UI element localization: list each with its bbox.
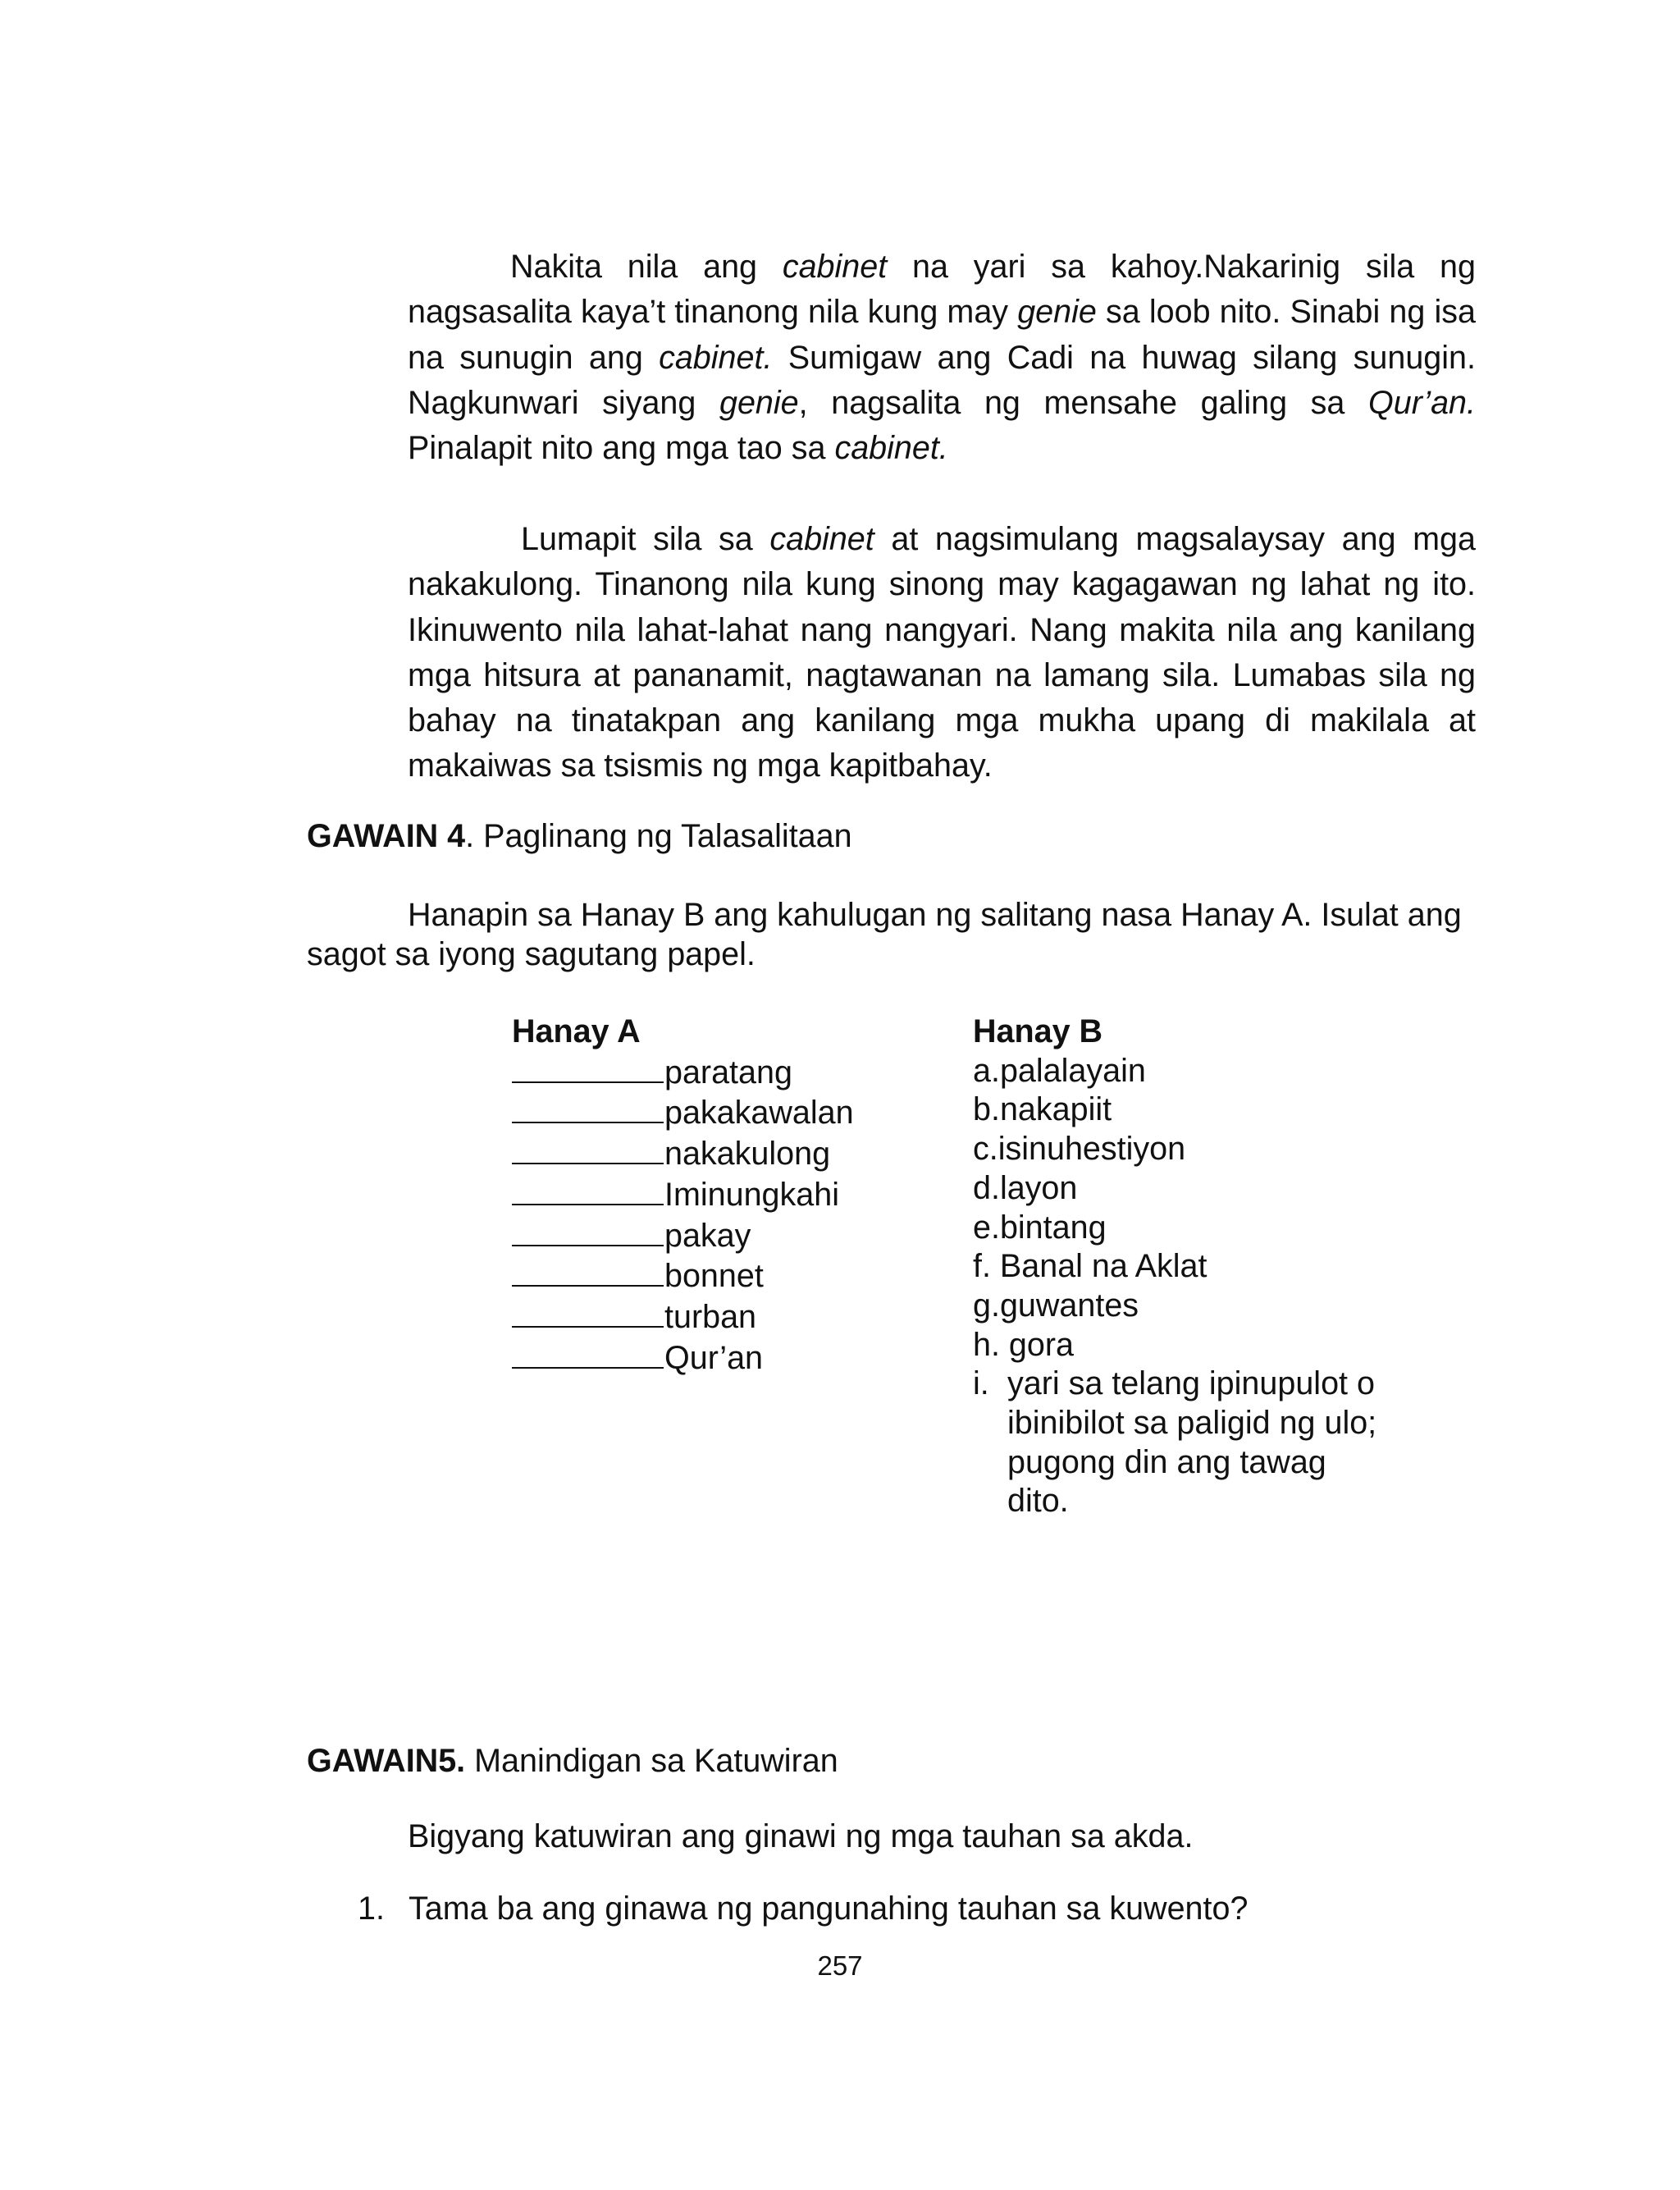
gawain4-title: . Paglinang ng Talasalitaan xyxy=(465,818,852,854)
answer-blank xyxy=(512,1133,664,1164)
gawain4-instruction: Hanapin sa Hanay B ang kahulugan ng salitang nasa Hanay A. Isulat ang sagot sa iyong sagutang papel. xyxy=(307,897,1462,972)
hanay-a-item xyxy=(512,1174,854,1215)
hanay-b-item: c.isinuhestiyon xyxy=(973,1131,1186,1168)
hanay-a-item xyxy=(512,1296,854,1337)
story-paragraph-1 xyxy=(408,245,1476,471)
gawain5-title: Manindigan sa Katuwiran xyxy=(465,1743,838,1779)
gawain4-label: GAWAIN 4 xyxy=(307,818,466,854)
hanay-a-term: Qur’an xyxy=(664,1339,764,1376)
hanay-a-term: pakay xyxy=(664,1217,751,1254)
hanay-b-item: e.bintang xyxy=(973,1209,1107,1246)
answer-blank xyxy=(512,1215,664,1246)
hanay-b-item xyxy=(973,1365,1385,1521)
hanay-a-item xyxy=(512,1133,854,1174)
gawain4-heading xyxy=(307,816,852,856)
hanay-a-item xyxy=(512,1052,854,1093)
hanay-a-term: bonnet xyxy=(664,1258,764,1295)
hanay-b-item: d.layon xyxy=(973,1169,1078,1206)
hanay-a-term: Iminungkahi xyxy=(664,1176,839,1213)
hanay-a-term: turban xyxy=(664,1298,757,1335)
hanay-a-term: nakakulong xyxy=(664,1136,831,1173)
hanay-a-item xyxy=(512,1092,854,1133)
question-number: 1. xyxy=(358,1891,385,1927)
gawain5-question xyxy=(358,1889,1248,1928)
hanay-a-header: Hanay A xyxy=(512,1013,641,1049)
hanay-b-item-text: yari sa telang ipinupulot o ibinibilot sa paligid ng ulo; pugong din ang tawag dito. xyxy=(1007,1365,1377,1520)
hanay-b-item: f. Banal na Aklat xyxy=(973,1248,1208,1285)
hanay-a-column xyxy=(512,1013,854,1378)
hanay-a-item xyxy=(512,1255,854,1296)
answer-blank xyxy=(512,1255,664,1287)
story-paragraph-2-text: Lumapit sila sa cabinet at nagsimulang magsalaysay ang mga nakakulong. Tinanong nila kung sinong may kagagawan ng lahat ng ito. Ikinuwento nila lahat-lahat nang nangyari. Nang makita nila ang kanilang mga hitsura at pananamit, nagtawanan na lamang sila. Lumabas sila ng bahay na tinatakpan ang kanilang mga mukha upang di makilala at makaiwas sa tsismis ng mga kapitbahay. xyxy=(408,521,1476,784)
hanay-b-item-marker: i. xyxy=(973,1365,989,1402)
answer-blank xyxy=(512,1052,664,1083)
hanay-b-item: a.palalayain xyxy=(973,1052,1146,1089)
gawain5-heading xyxy=(307,1741,838,1781)
hanay-a-term: paratang xyxy=(664,1054,792,1090)
hanay-b-item: h. gora xyxy=(973,1326,1074,1363)
gawain5-label: GAWAIN5. xyxy=(307,1743,466,1779)
answer-blank xyxy=(512,1296,664,1328)
story-paragraph-2 xyxy=(408,517,1476,789)
answer-blank xyxy=(512,1174,664,1205)
question-text: Tama ba ang ginawa ng pangunahing tauhan sa kuwento? xyxy=(409,1891,1249,1927)
hanay-b-column xyxy=(973,1013,1385,1521)
hanay-a-term: pakakawalan xyxy=(664,1095,854,1132)
hanay-a-item xyxy=(512,1215,854,1256)
hanay-b-item: g.guwantes xyxy=(973,1287,1139,1324)
page-number: 257 xyxy=(817,1950,863,1981)
gawain5-instruction: Bigyang katuwiran ang ginawi ng mga tauhan sa akda. xyxy=(408,1818,1194,1854)
answer-blank xyxy=(512,1337,664,1369)
answer-blank xyxy=(512,1092,664,1123)
hanay-a-item xyxy=(512,1337,854,1378)
hanay-b-item: b.nakapiit xyxy=(973,1091,1112,1128)
hanay-b-header: Hanay B xyxy=(973,1013,1103,1049)
story-paragraph-1-text: Nakita nila ang cabinet na yari sa kahoy.Nakarinig sila ng nagsasalita kaya’t tinanong nila kung may genie sa loob nito. Sinabi ng isa na sunugin ang cabinet. Sumigaw ang Cadi na huwag silang sunugin. Nagkunwari siyang genie, nagsalita ng mensahe galing sa Qur’an. Pinalapit nito ang mga tao sa cabinet. xyxy=(408,249,1477,467)
